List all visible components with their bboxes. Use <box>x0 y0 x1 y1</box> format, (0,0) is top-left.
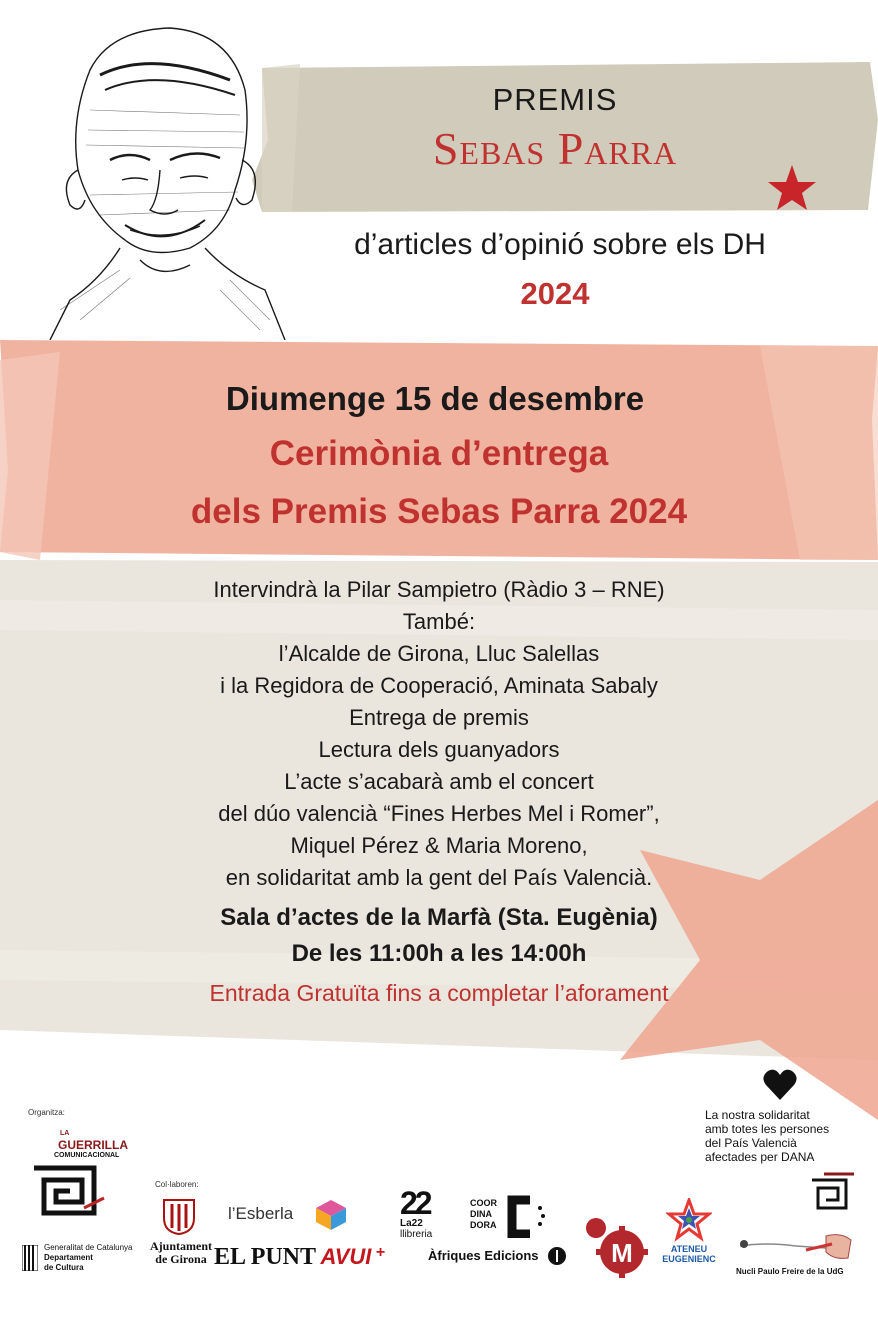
program-line: També: <box>402 609 476 634</box>
afriques-icon <box>547 1246 567 1266</box>
organitza-label: Organitza: <box>28 1108 65 1117</box>
solidarity-note <box>705 1108 875 1164</box>
guerrilla-line2: GUERRILLA <box>58 1138 128 1152</box>
esberla-logo <box>228 1200 350 1230</box>
gear-icon <box>582 1214 648 1278</box>
la22-logo <box>400 1185 460 1240</box>
program-line: l’Alcalde de Girona, Lluc Salellas <box>278 641 600 666</box>
guerrilla-small-logo <box>806 1170 860 1216</box>
program-line: Lectura dels guanyadors <box>318 737 560 762</box>
program-line: Intervindrà la Pilar Sampietro (Ràdio 3 – RNE) <box>213 577 665 602</box>
program-line: L’acte s’acabarà amb el concert <box>284 769 594 794</box>
coordinadora-logo <box>470 1194 550 1240</box>
la22-number: 22 <box>400 1185 430 1221</box>
la22-name: La22 <box>400 1218 423 1229</box>
afriques-text: Àfriques Edicions <box>428 1248 539 1264</box>
spiral-icon <box>24 1158 114 1223</box>
coordinadora-line: DINA <box>470 1209 492 1219</box>
program-line: en solidaritat amb la gent del País Valencià. <box>225 865 653 890</box>
program-line: Miquel Pérez & Maria Moreno, <box>290 833 588 858</box>
award-year: 2024 <box>520 276 590 311</box>
coordinadora-line: COOR <box>470 1198 497 1208</box>
program-line: i la Regidora de Cooperació, Aminata Sabaly <box>220 673 658 698</box>
ajuntament-logo <box>146 1196 216 1272</box>
award-name: Sebas Parra <box>432 123 678 174</box>
solidarity-line: amb totes les persones <box>705 1122 830 1136</box>
award-subtitle: d’articles d’opinió sobre els DH <box>354 228 766 261</box>
hand-pencil-icon <box>736 1228 856 1262</box>
ceremony-title-line1: Cerimònia d’entrega <box>269 434 609 473</box>
ateneu-logo <box>654 1198 724 1272</box>
spiral-small-icon <box>806 1170 860 1216</box>
ceremony-date: Diumenge 15 de desembre <box>225 380 645 417</box>
ateneu-line1: ATENEU <box>670 1244 708 1254</box>
solidarity-line: afectades per DANA <box>705 1150 815 1164</box>
m-gear-logo <box>582 1214 648 1278</box>
ajuntament-line1: Ajuntament <box>150 1239 212 1253</box>
plus-icon: + <box>375 1244 386 1261</box>
program-line: Entrega de premis <box>349 705 529 730</box>
elpunt-avui-logo <box>214 1244 400 1274</box>
la22-sub: llibreria <box>400 1229 433 1240</box>
generalitat-line1: Generalitat de Catalunya <box>44 1243 133 1252</box>
solidarity-line: La nostra solidaritat <box>705 1108 810 1122</box>
ceremony-title-line2: dels Premis Sebas Parra 2024 <box>190 492 688 531</box>
girona-shield-icon <box>160 1196 198 1236</box>
generalitat-logo <box>22 1243 152 1273</box>
event-time: De les 11:00h a les 14:00h <box>291 940 587 967</box>
guerrilla-line1: LA <box>60 1130 70 1137</box>
premis-label: PREMIS <box>492 82 618 117</box>
program-line: del dúo valencià “Fines Herbes Mel i Romer”, <box>218 801 660 826</box>
generalitat-line2: Departament <box>44 1253 93 1262</box>
program-list <box>0 574 878 894</box>
esberla-text: l’Esberla <box>228 1204 294 1223</box>
nucli-logo <box>736 1228 866 1274</box>
guerrilla-logo <box>24 1130 128 1225</box>
heart-icon <box>762 1068 798 1102</box>
portrait-illustration <box>30 20 290 340</box>
esberla-cube-icon <box>314 1200 348 1230</box>
coordinadora-line: DORA <box>470 1220 497 1230</box>
collaboren-label: Col·laboren: <box>155 1180 199 1189</box>
venue: Sala d’actes de la Marfà (Sta. Eugènia) <box>220 904 658 931</box>
elpunt-text: EL PUNT <box>214 1244 317 1270</box>
solidarity-line: del País Valencià <box>705 1136 797 1150</box>
ajuntament-line2: de Girona <box>155 1252 207 1266</box>
senyera-icon <box>22 1245 38 1271</box>
afriques-logo <box>428 1246 578 1270</box>
avui-text: AVUI <box>320 1244 372 1269</box>
guerrilla-line3: COMUNICACIONAL <box>54 1152 120 1159</box>
ateneu-line2: EUGENIENC <box>662 1254 716 1264</box>
nucli-text: Nucli Paulo Freire de la UdG <box>736 1267 844 1276</box>
generalitat-line3: de Cultura <box>44 1263 84 1272</box>
coordinadora-c-icon <box>504 1194 548 1238</box>
entry-info: Entrada Gratuïta fins a completar l’aforament <box>209 980 669 1006</box>
ateneu-star-icon <box>666 1198 712 1242</box>
portrait-sketch <box>30 20 290 340</box>
svg-text:M: M <box>611 1238 633 1268</box>
